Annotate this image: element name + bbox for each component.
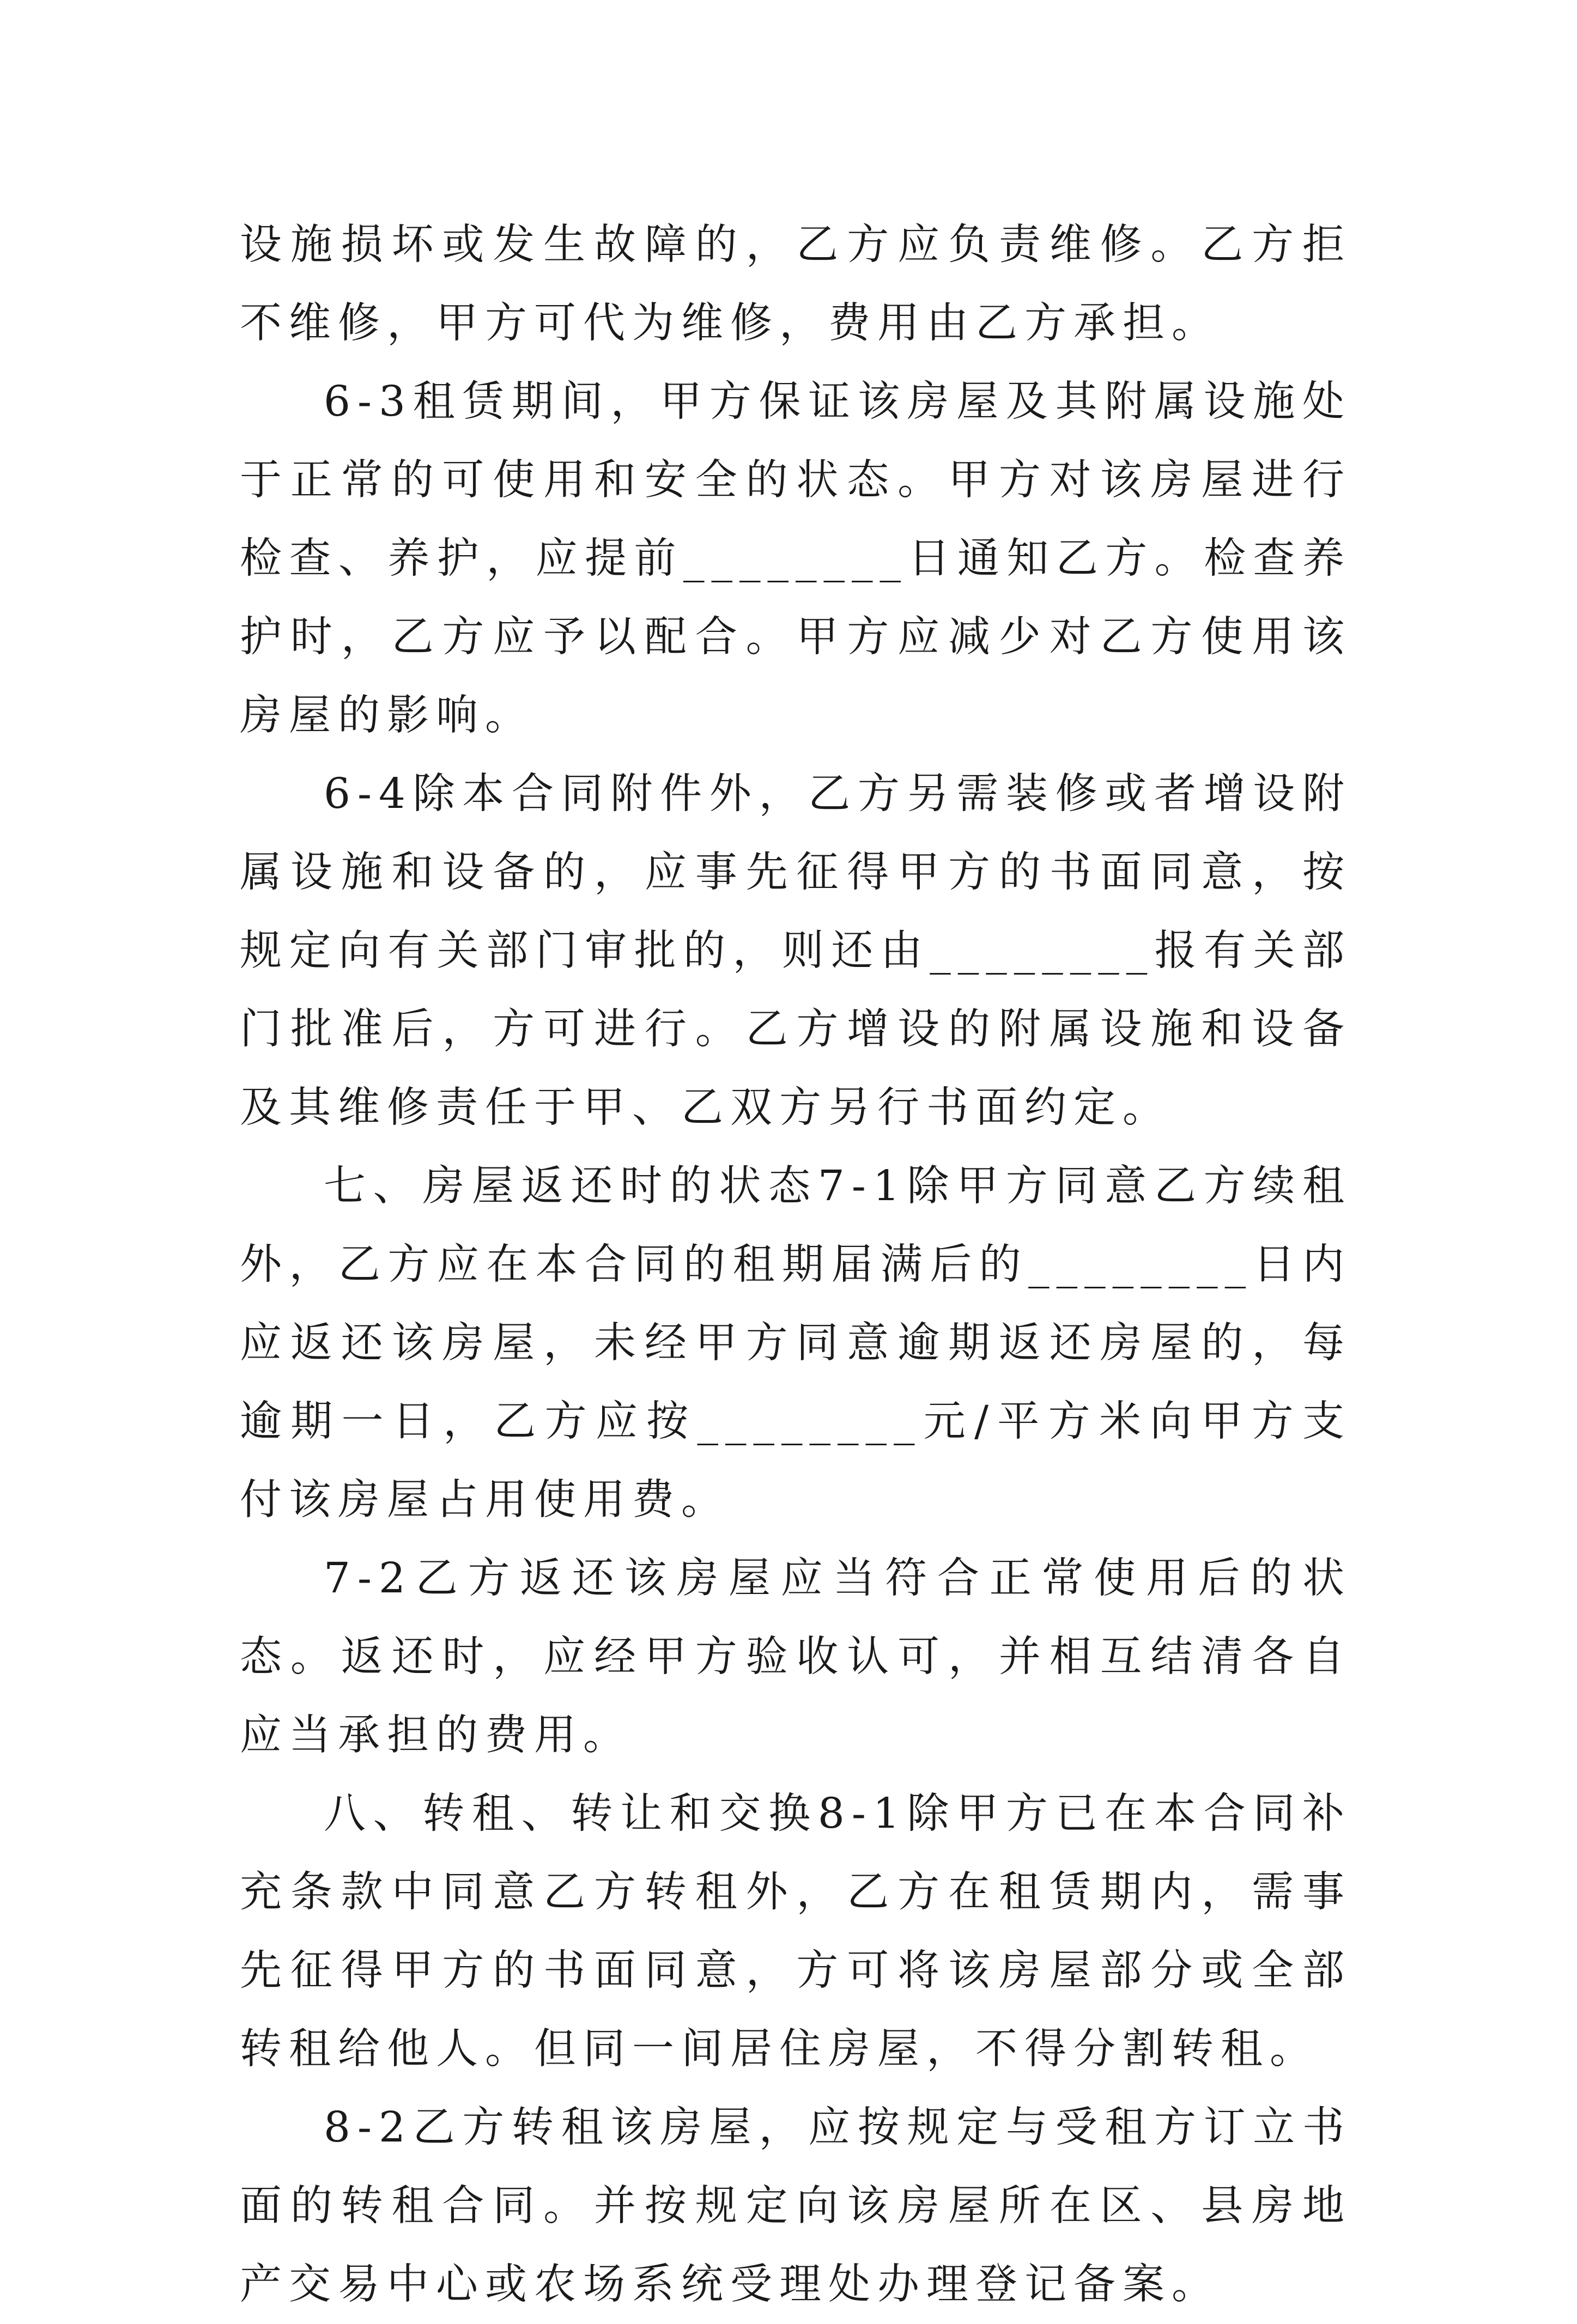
paragraph-7-1: 七、房屋返还时的状态7-1除甲方同意乙方续租外，乙方应在本合同的租期届满后的________日内应返还该房屋，未经甲方同意逾期返还房屋的，每逾期一日，乙方应按________元/平方米向甲方支付该房屋占用使用费。 bbox=[240, 1162, 1351, 1524]
document-page bbox=[240, 206, 1351, 2324]
paragraph-8-1: 八、转租、转让和交换8-1除甲方已在本合同补充条款中同意乙方转租外，乙方在租赁期内，需事先征得甲方的书面同意，方可将该房屋部分或全部转租给他人。但同一间居住房屋，不得分割转租。 bbox=[240, 1790, 1351, 2073]
paragraph-continuation: 设施损坏或发生故障的，乙方应负责维修。乙方拒不维修，甲方可代为维修，费用由乙方承担。 bbox=[240, 221, 1351, 348]
paragraph-7-2: 7-2乙方返还该房屋应当符合正常使用后的状态。返还时，应经甲方验收认可，并相互结清各自应当承担的费用。 bbox=[240, 1554, 1351, 1760]
paragraph-6-3: 6-3租赁期间，甲方保证该房屋及其附属设施处于正常的可使用和安全的状态。甲方对该房屋进行检查、养护，应提前________日通知乙方。检查养护时，乙方应予以配合。甲方应减少对乙方使用该房屋的影响。 bbox=[240, 378, 1351, 740]
paragraph-8-2: 8-2乙方转租该房屋，应按规定与受租方订立书面的转租合同。并按规定向该房屋所在区、县房地产交易中心或农场系统受理处办理登记备案。 bbox=[240, 2103, 1351, 2309]
paragraph-6-4: 6-4除本合同附件外，乙方另需装修或者增设附属设施和设备的，应事先征得甲方的书面同意，按规定向有关部门审批的，则还由________报有关部门批准后，方可进行。乙方增设的附属设施和设备及其维修责任于甲、乙双方另行书面约定。 bbox=[240, 770, 1351, 1132]
